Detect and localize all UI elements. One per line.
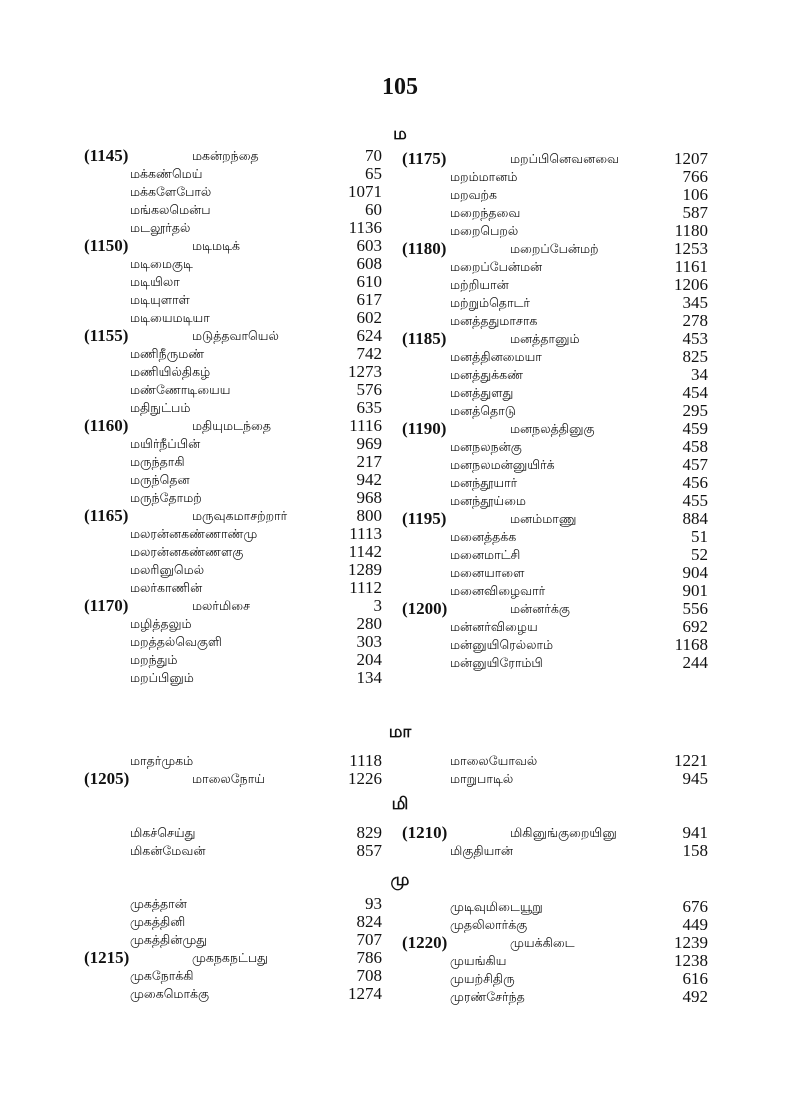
entry-serial: (1200) [402, 599, 448, 618]
index-entry [402, 970, 712, 988]
entry-text: மிகுதியான் [450, 843, 513, 858]
entry-number: 345 [682, 293, 708, 312]
entry-text: மனம்மாணு [510, 511, 577, 526]
index-entry [402, 204, 712, 222]
entry-text: மறந்தும் [130, 652, 178, 667]
entry-text: முதலிலார்க்கு [450, 917, 528, 932]
entry-text: மன்னர்விழைய [450, 619, 538, 634]
entry-text: மனத்ததுமாசாக [450, 313, 538, 328]
entry-text: மாலையோவல் [450, 753, 538, 768]
index-entry [402, 240, 712, 258]
index-entry [84, 579, 384, 597]
entry-text: மலர்மிசை [192, 598, 251, 613]
entry-text: மடிமடிக் [192, 238, 241, 253]
entry-number: 93 [365, 894, 382, 913]
entry-text: மறத்தல்வெகுளி [130, 634, 222, 649]
entry-text: மடியிலா [130, 274, 180, 289]
index-entry [402, 456, 712, 474]
entry-text: மக்கண்மெய் [130, 166, 203, 181]
entry-text: மாலைநோய் [192, 771, 265, 786]
entry-text: மக்களேபோல் [130, 184, 212, 199]
entry-number: 608 [356, 254, 382, 273]
entry-number: 825 [682, 347, 708, 366]
section-ma-right-column [402, 150, 712, 672]
entry-number: 280 [356, 614, 382, 633]
entry-text: மறம்மானம் [450, 169, 518, 184]
index-entry [84, 291, 384, 309]
entry-text: மனைமாட்சி [450, 547, 521, 562]
entry-serial: (1195) [402, 509, 447, 528]
entry-text: மனத்தொடு [450, 403, 516, 418]
entry-number: 106 [682, 185, 708, 204]
section-mi-left-column [84, 824, 384, 860]
index-entry [402, 618, 712, 636]
index-entry [84, 399, 384, 417]
entry-number: 576 [356, 380, 382, 399]
index-entry [84, 913, 384, 931]
entry-number: 1142 [348, 542, 382, 561]
entry-text: மருந்தென [130, 472, 190, 487]
section-mu-right-column [402, 898, 712, 1006]
entry-number: 1116 [349, 416, 382, 435]
entry-text: முயங்கிய [450, 953, 507, 968]
entry-text: மனத்தானும் [510, 331, 580, 346]
entry-text: மற்றும்தொடர் [450, 295, 530, 310]
index-entry [402, 582, 712, 600]
entry-number: 1207 [674, 149, 708, 168]
entry-number: 742 [356, 344, 382, 363]
entry-text: மனநலநன்கு [450, 439, 522, 454]
entry-text: மதிநுட்பம் [130, 400, 191, 415]
entry-number: 51 [691, 527, 708, 546]
entry-number: 603 [356, 236, 382, 255]
entry-number: 1274 [348, 984, 382, 1003]
entry-number: 829 [356, 823, 382, 842]
entry-number: 457 [682, 455, 708, 474]
index-entry [84, 309, 384, 327]
section-header-maa: மா [388, 722, 412, 742]
index-entry [402, 636, 712, 654]
section-mi-right-column [402, 824, 712, 860]
entry-text: மலரினுமெல் [130, 562, 205, 577]
section-maa-right-column [402, 752, 712, 788]
index-entry [84, 615, 384, 633]
entry-number: 1180 [674, 221, 708, 240]
entry-text: மனத்தினமையா [450, 349, 542, 364]
index-entry [402, 546, 712, 564]
index-entry [84, 201, 384, 219]
index-entry [402, 934, 712, 952]
entry-number: 1253 [674, 239, 708, 258]
entry-text: மண்ணோடியைய [130, 382, 231, 397]
entry-number: 34 [691, 365, 708, 384]
entry-number: 295 [682, 401, 708, 420]
entry-serial: (1220) [402, 933, 448, 952]
entry-number: 786 [356, 948, 382, 967]
entry-number: 556 [682, 599, 708, 618]
index-entry [402, 770, 712, 788]
entry-serial: (1185) [402, 329, 447, 348]
entry-number: 708 [356, 966, 382, 985]
entry-number: 278 [682, 311, 708, 330]
entry-number: 65 [365, 164, 382, 183]
index-entry [84, 363, 384, 381]
index-entry [402, 186, 712, 204]
entry-text: மனநலமன்னுயிர்க் [450, 457, 555, 472]
entry-number: 904 [682, 563, 708, 582]
entry-number: 945 [682, 769, 708, 788]
entry-text: முயற்சிதிரு [450, 971, 515, 986]
entry-number: 449 [682, 915, 708, 934]
entry-number: 459 [682, 419, 708, 438]
entry-number: 1112 [349, 578, 382, 597]
section-header-mu: மு [390, 870, 410, 890]
index-entry [84, 842, 384, 860]
entry-serial: (1190) [402, 419, 447, 438]
entry-number: 60 [365, 200, 382, 219]
entry-text: மனைத்தக்க [450, 529, 517, 544]
entry-serial: (1180) [402, 239, 447, 258]
entry-number: 824 [356, 912, 382, 931]
index-entry [84, 237, 384, 255]
entry-number: 1136 [348, 218, 382, 237]
entry-text: மறப்பினும் [130, 670, 194, 685]
entry-text: மன்னுயிரோம்பி [450, 655, 543, 670]
entry-text: மலர்காணின் [130, 580, 203, 595]
entry-text: மடலூர்தல் [130, 220, 191, 235]
index-entry [84, 183, 384, 201]
entry-text: மிகச்செய்து [130, 825, 196, 840]
index-entry [402, 898, 712, 916]
index-entry [84, 561, 384, 579]
index-entry [402, 150, 712, 168]
entry-number: 1289 [348, 560, 382, 579]
section-header-mi: மி [391, 794, 409, 814]
index-entry [84, 381, 384, 399]
entry-text: முகைமொக்கு [130, 986, 210, 1001]
entry-text: மறைப்பேன்மற் [510, 241, 599, 256]
entry-number: 617 [356, 290, 382, 309]
entry-text: முகத்தின்முது [130, 932, 208, 947]
entry-number: 884 [682, 509, 708, 528]
index-entry [402, 258, 712, 276]
section-mu-left-column [84, 895, 384, 1003]
entry-number: 204 [356, 650, 382, 669]
entry-number: 158 [682, 841, 708, 860]
entry-number: 1238 [674, 951, 708, 970]
entry-number: 857 [356, 841, 382, 860]
page-number: 105 [382, 74, 418, 100]
index-entry [84, 507, 384, 525]
entry-number: 692 [682, 617, 708, 636]
entry-text: முயக்கிடை [510, 935, 575, 950]
entry-text: மருந்தோமற் [130, 490, 202, 505]
entry-number: 587 [682, 203, 708, 222]
entry-number: 217 [356, 452, 382, 471]
index-entry [84, 345, 384, 363]
entry-text: மன்னுயிரெல்லாம் [450, 637, 554, 652]
entry-text: மனந்தூய்மை [450, 493, 526, 508]
index-entry [402, 276, 712, 294]
index-entry [84, 651, 384, 669]
entry-number: 942 [356, 470, 382, 489]
entry-number: 624 [356, 326, 382, 345]
entry-text: மனைவிழைவார் [450, 583, 546, 598]
index-entry [402, 492, 712, 510]
entry-number: 52 [691, 545, 708, 564]
index-entry [402, 366, 712, 384]
section-header-ma: ம [393, 124, 407, 144]
index-entry [402, 824, 712, 842]
entry-text: மலரன்னகண்ணாண்மு [130, 526, 258, 541]
index-entry [84, 489, 384, 507]
entry-number: 676 [682, 897, 708, 916]
entry-number: 1168 [674, 635, 708, 654]
index-entry [402, 528, 712, 546]
index-entry [84, 165, 384, 183]
index-entry [402, 312, 712, 330]
index-entry [402, 654, 712, 672]
entry-text: மடியுளாள் [130, 292, 190, 307]
entry-text: மகன்றந்தை [192, 148, 259, 163]
index-entry [402, 438, 712, 456]
index-entry [84, 273, 384, 291]
entry-serial: (1205) [84, 769, 130, 788]
entry-number: 1206 [674, 275, 708, 294]
entry-text: மதியுமடந்தை [192, 418, 272, 433]
index-entry [84, 895, 384, 913]
entry-text: மறவற்க [450, 187, 498, 202]
index-entry [84, 435, 384, 453]
index-entry [402, 988, 712, 1006]
index-entry [84, 525, 384, 543]
entry-number: 766 [682, 167, 708, 186]
entry-text: முரண்சேர்ந்த [450, 989, 525, 1004]
index-entry [402, 842, 712, 860]
entry-serial: (1150) [84, 236, 129, 255]
entry-text: மழித்தலும் [130, 616, 192, 631]
entry-number: 968 [356, 488, 382, 507]
entry-text: முகத்தான் [130, 896, 187, 911]
entry-number: 901 [682, 581, 708, 600]
entry-text: மனந்தூயார் [450, 475, 518, 490]
entry-number: 453 [682, 329, 708, 348]
index-entry [84, 949, 384, 967]
entry-text: மடுத்தவாயெல் [192, 328, 279, 343]
index-entry [402, 348, 712, 366]
index-entry [402, 384, 712, 402]
entry-text: மடிமைகுடி [130, 256, 193, 271]
index-entry [84, 543, 384, 561]
entry-text: மங்கலமென்ப [130, 202, 211, 217]
entry-number: 1226 [348, 769, 382, 788]
index-entry [84, 219, 384, 237]
entry-serial: (1170) [84, 596, 129, 615]
entry-number: 1161 [674, 257, 708, 276]
entry-text: மிகினுங்குறையினு [510, 825, 617, 840]
entry-text: மாதர்முகம் [130, 753, 194, 768]
entry-number: 3 [373, 596, 382, 615]
entry-number: 610 [356, 272, 382, 291]
section-ma-left-column [84, 147, 384, 687]
index-entry [402, 564, 712, 582]
entry-serial: (1155) [84, 326, 129, 345]
entry-number: 1113 [349, 524, 382, 543]
entry-number: 244 [682, 653, 708, 672]
index-entry [402, 952, 712, 970]
index-entry [84, 327, 384, 345]
entry-number: 1239 [674, 933, 708, 952]
index-entry [84, 669, 384, 687]
entry-text: மற்றியான் [450, 277, 509, 292]
entry-text: முகத்தினி [130, 914, 186, 929]
entry-text: மணிநீருமண் [130, 346, 205, 361]
entry-text: மனத்துளது [450, 385, 514, 400]
entry-text: முடிவுமிடையூறு [450, 899, 543, 914]
entry-text: மறப்பினெவனவை [510, 151, 619, 166]
index-entry [84, 752, 384, 770]
entry-text: முகநோக்கி [130, 968, 194, 983]
entry-text: மயிர்நீப்பின் [130, 436, 201, 451]
entry-text: முகநகநட்பது [192, 950, 269, 965]
entry-text: மறைந்தவை [450, 205, 521, 220]
entry-number: 707 [356, 930, 382, 949]
entry-number: 1273 [348, 362, 382, 381]
index-entry [402, 916, 712, 934]
entry-text: மறைபெறல் [450, 223, 519, 238]
entry-text: மன்னர்க்கு [510, 601, 570, 616]
index-entry [402, 402, 712, 420]
section-maa-left-column [84, 752, 384, 788]
index-entry [402, 168, 712, 186]
entry-text: மலரன்னகண்ணளகு [130, 544, 244, 559]
entry-text: மருந்தாகி [130, 454, 185, 469]
entry-number: 458 [682, 437, 708, 456]
entry-number: 492 [682, 987, 708, 1006]
index-entry [84, 597, 384, 615]
entry-number: 1118 [349, 751, 382, 770]
entry-text: மடியைமடியா [130, 310, 210, 325]
entry-number: 969 [356, 434, 382, 453]
entry-number: 70 [365, 146, 382, 165]
entry-text: மாறுபாடில் [450, 771, 514, 786]
entry-number: 455 [682, 491, 708, 510]
index-entry [402, 330, 712, 348]
index-entry [402, 420, 712, 438]
index-entry [84, 471, 384, 489]
entry-serial: (1160) [84, 416, 129, 435]
entry-text: மனநலத்தினுகு [510, 421, 595, 436]
index-entry [84, 417, 384, 435]
entry-number: 1071 [348, 182, 382, 201]
index-entry [84, 770, 384, 788]
index-entry [402, 752, 712, 770]
entry-text: மருவுகமாசற்றார் [192, 508, 288, 523]
index-entry [402, 600, 712, 618]
entry-number: 800 [356, 506, 382, 525]
entry-text: மனையாளை [450, 565, 525, 580]
index-entry [84, 967, 384, 985]
entry-number: 616 [682, 969, 708, 988]
index-entry [84, 931, 384, 949]
entry-number: 602 [356, 308, 382, 327]
entry-serial: (1210) [402, 823, 448, 842]
entry-number: 303 [356, 632, 382, 651]
entry-serial: (1175) [402, 149, 447, 168]
index-entry [84, 633, 384, 651]
entry-serial: (1145) [84, 146, 129, 165]
index-entry [402, 474, 712, 492]
entry-text: மனத்துக்கண் [450, 367, 524, 382]
index-entry [84, 255, 384, 273]
entry-number: 1221 [674, 751, 708, 770]
entry-number: 454 [682, 383, 708, 402]
index-entry [84, 453, 384, 471]
entry-text: மணியில்திகழ் [130, 364, 211, 379]
entry-number: 456 [682, 473, 708, 492]
index-entry [402, 294, 712, 312]
entry-text: மிகன்மேவன் [130, 843, 206, 858]
index-entry [84, 824, 384, 842]
entry-text: மறைப்பேன்மன் [450, 259, 543, 274]
index-entry [84, 985, 384, 1003]
index-entry [402, 222, 712, 240]
entry-serial: (1165) [84, 506, 129, 525]
index-entry [402, 510, 712, 528]
entry-serial: (1215) [84, 948, 130, 967]
index-entry [84, 147, 384, 165]
entry-number: 635 [356, 398, 382, 417]
entry-number: 134 [356, 668, 382, 687]
entry-number: 941 [682, 823, 708, 842]
